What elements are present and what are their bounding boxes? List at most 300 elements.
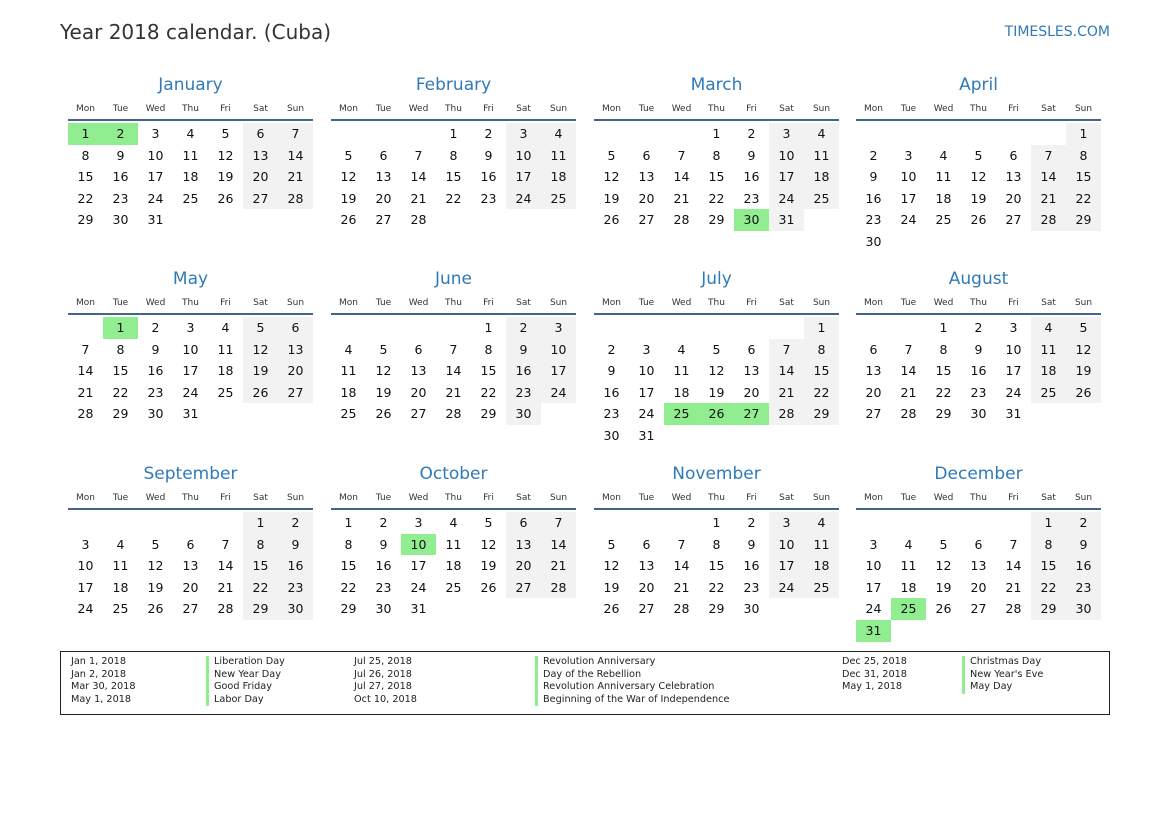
day-cell[interactable]: 22 <box>935 384 952 400</box>
day-cell[interactable]: 28 <box>673 212 690 228</box>
day-cell[interactable]: 20 <box>506 555 541 577</box>
day-cell[interactable]: 8 <box>243 534 278 556</box>
day-cell[interactable]: 21 <box>278 166 313 188</box>
day-cell[interactable]: 9 <box>151 341 160 357</box>
day-cell[interactable]: 18 <box>673 384 690 400</box>
day-cell[interactable]: 12 <box>708 363 725 379</box>
day-cell[interactable]: 13 <box>638 169 655 185</box>
day-cell[interactable]: 4 <box>221 320 230 335</box>
day-cell[interactable]: 8 <box>1031 534 1066 556</box>
day-cell[interactable]: 20 <box>638 190 655 206</box>
day-cell[interactable]: 14 <box>673 558 690 574</box>
day-cell[interactable]: 10 <box>182 341 199 357</box>
day-cell[interactable]: 18 <box>1031 360 1066 382</box>
day-cell[interactable]: 24 <box>900 212 917 228</box>
day-cell[interactable]: 6 <box>186 536 195 552</box>
day-cell[interactable]: 23 <box>375 579 392 595</box>
day-cell[interactable]: 20 <box>970 579 987 595</box>
day-cell[interactable]: 20 <box>1005 190 1022 206</box>
day-cell[interactable]: 2 <box>747 515 756 530</box>
day-cell[interactable]: 26 <box>217 190 234 206</box>
day-cell[interactable]: 25 <box>340 406 357 422</box>
day-cell[interactable]: 7 <box>1031 145 1066 167</box>
day-cell[interactable]: 18 <box>935 190 952 206</box>
day-cell[interactable]: 20 <box>865 384 882 400</box>
day-cell[interactable]: 26 <box>603 601 620 617</box>
day-cell[interactable]: 1 <box>939 320 948 335</box>
day-cell[interactable]: 26 <box>340 212 357 228</box>
day-cell[interactable]: 16 <box>375 558 392 574</box>
day-cell[interactable]: 14 <box>278 145 313 167</box>
day-cell[interactable]: 2 <box>484 126 493 141</box>
day-cell[interactable]: 21 <box>445 384 462 400</box>
day-cell[interactable]: 31 <box>769 209 804 231</box>
day-cell[interactable]: 3 <box>81 536 90 552</box>
day-cell[interactable]: 24 <box>506 188 541 210</box>
day-cell[interactable]: 24 <box>182 384 199 400</box>
day-cell[interactable]: 2 <box>506 317 541 339</box>
day-cell[interactable]: 16 <box>743 169 760 185</box>
day-cell[interactable]: 10 <box>769 145 804 167</box>
day-cell[interactable]: 20 <box>375 190 392 206</box>
day-cell[interactable]: 3 <box>186 320 195 335</box>
day-cell[interactable]: 17 <box>769 555 804 577</box>
day-cell[interactable]: 8 <box>712 147 721 163</box>
day-cell[interactable]: 27 <box>638 601 655 617</box>
day-cell[interactable]: 29 <box>935 406 952 422</box>
holiday-day-cell[interactable]: 2 <box>103 123 138 145</box>
day-cell[interactable]: 17 <box>1005 363 1022 379</box>
day-cell[interactable]: 9 <box>747 147 756 163</box>
day-cell[interactable]: 18 <box>445 558 462 574</box>
day-cell[interactable]: 24 <box>638 406 655 422</box>
day-cell[interactable]: 8 <box>712 536 721 552</box>
day-cell[interactable]: 5 <box>484 515 493 530</box>
day-cell[interactable]: 20 <box>278 360 313 382</box>
holiday-day-cell[interactable]: 31 <box>856 620 891 642</box>
day-cell[interactable]: 26 <box>1066 382 1101 404</box>
day-cell[interactable]: 19 <box>603 190 620 206</box>
day-cell[interactable]: 5 <box>939 536 948 552</box>
day-cell[interactable]: 11 <box>673 363 690 379</box>
day-cell[interactable]: 8 <box>449 147 458 163</box>
day-cell[interactable]: 6 <box>379 147 388 163</box>
day-cell[interactable]: 15 <box>708 558 725 574</box>
day-cell[interactable]: 12 <box>217 147 234 163</box>
day-cell[interactable]: 22 <box>77 190 94 206</box>
day-cell[interactable]: 25 <box>217 384 234 400</box>
day-cell[interactable]: 3 <box>506 123 541 145</box>
day-cell[interactable]: 28 <box>1031 209 1066 231</box>
day-cell[interactable]: 21 <box>541 555 576 577</box>
holiday-day-cell[interactable]: 30 <box>734 209 769 231</box>
day-cell[interactable]: 9 <box>607 363 616 379</box>
day-cell[interactable]: 4 <box>804 512 839 534</box>
day-cell[interactable]: 13 <box>1005 169 1022 185</box>
day-cell[interactable]: 18 <box>804 555 839 577</box>
day-cell[interactable]: 15 <box>935 363 952 379</box>
day-cell[interactable]: 7 <box>449 341 458 357</box>
day-cell[interactable]: 18 <box>182 169 199 185</box>
day-cell[interactable]: 10 <box>506 145 541 167</box>
holiday-day-cell[interactable]: 27 <box>734 403 769 425</box>
day-cell[interactable]: 19 <box>935 579 952 595</box>
day-cell[interactable]: 28 <box>769 403 804 425</box>
day-cell[interactable]: 11 <box>804 534 839 556</box>
day-cell[interactable]: 15 <box>804 360 839 382</box>
day-cell[interactable]: 4 <box>186 126 195 141</box>
day-cell[interactable]: 5 <box>974 147 983 163</box>
day-cell[interactable]: 24 <box>147 190 164 206</box>
day-cell[interactable]: 19 <box>603 579 620 595</box>
day-cell[interactable]: 30 <box>147 406 164 422</box>
day-cell[interactable]: 5 <box>607 147 616 163</box>
day-cell[interactable]: 1 <box>1031 512 1066 534</box>
day-cell[interactable]: 10 <box>77 558 94 574</box>
day-cell[interactable]: 8 <box>804 339 839 361</box>
day-cell[interactable]: 22 <box>708 190 725 206</box>
day-cell[interactable]: 20 <box>638 579 655 595</box>
day-cell[interactable]: 21 <box>217 579 234 595</box>
day-cell[interactable]: 26 <box>243 382 278 404</box>
day-cell[interactable]: 23 <box>506 382 541 404</box>
day-cell[interactable]: 10 <box>769 534 804 556</box>
day-cell[interactable]: 27 <box>410 406 427 422</box>
day-cell[interactable]: 1 <box>484 320 493 335</box>
day-cell[interactable]: 15 <box>243 555 278 577</box>
day-cell[interactable]: 8 <box>1066 145 1101 167</box>
day-cell[interactable]: 2 <box>974 320 983 335</box>
day-cell[interactable]: 20 <box>410 384 427 400</box>
day-cell[interactable]: 3 <box>642 341 651 357</box>
day-cell[interactable]: 22 <box>708 579 725 595</box>
day-cell[interactable]: 19 <box>243 360 278 382</box>
day-cell[interactable]: 19 <box>708 384 725 400</box>
day-cell[interactable]: 15 <box>1031 555 1066 577</box>
day-cell[interactable]: 1 <box>243 512 278 534</box>
day-cell[interactable]: 2 <box>747 126 756 141</box>
day-cell[interactable]: 8 <box>81 147 90 163</box>
day-cell[interactable]: 23 <box>480 190 497 206</box>
day-cell[interactable]: 3 <box>414 515 423 530</box>
day-cell[interactable]: 1 <box>804 317 839 339</box>
day-cell[interactable]: 29 <box>708 212 725 228</box>
day-cell[interactable]: 9 <box>379 536 388 552</box>
holiday-day-cell[interactable]: 26 <box>699 403 734 425</box>
day-cell[interactable]: 26 <box>147 601 164 617</box>
day-cell[interactable]: 5 <box>712 341 721 357</box>
day-cell[interactable]: 4 <box>1031 317 1066 339</box>
day-cell[interactable]: 21 <box>769 382 804 404</box>
day-cell[interactable]: 9 <box>484 147 493 163</box>
day-cell[interactable]: 8 <box>344 536 353 552</box>
day-cell[interactable]: 18 <box>900 579 917 595</box>
day-cell[interactable]: 4 <box>541 123 576 145</box>
day-cell[interactable]: 28 <box>217 601 234 617</box>
day-cell[interactable]: 20 <box>743 384 760 400</box>
day-cell[interactable]: 30 <box>970 406 987 422</box>
day-cell[interactable]: 13 <box>278 339 313 361</box>
day-cell[interactable]: 27 <box>278 382 313 404</box>
day-cell[interactable]: 9 <box>974 341 983 357</box>
day-cell[interactable]: 14 <box>541 534 576 556</box>
day-cell[interactable]: 12 <box>603 169 620 185</box>
day-cell[interactable]: 22 <box>445 190 462 206</box>
day-cell[interactable]: 9 <box>1066 534 1101 556</box>
day-cell[interactable]: 16 <box>112 169 129 185</box>
day-cell[interactable]: 22 <box>1031 577 1066 599</box>
day-cell[interactable]: 16 <box>147 363 164 379</box>
day-cell[interactable]: 19 <box>375 384 392 400</box>
day-cell[interactable]: 6 <box>506 512 541 534</box>
day-cell[interactable]: 25 <box>804 188 839 210</box>
day-cell[interactable]: 29 <box>1031 598 1066 620</box>
day-cell[interactable]: 23 <box>112 190 129 206</box>
day-cell[interactable]: 12 <box>970 169 987 185</box>
day-cell[interactable]: 11 <box>1031 339 1066 361</box>
day-cell[interactable]: 14 <box>673 169 690 185</box>
day-cell[interactable]: 28 <box>278 188 313 210</box>
day-cell[interactable]: 7 <box>677 147 686 163</box>
day-cell[interactable]: 24 <box>77 601 94 617</box>
day-cell[interactable]: 10 <box>865 558 882 574</box>
day-cell[interactable]: 31 <box>147 212 164 228</box>
day-cell[interactable]: 29 <box>708 601 725 617</box>
day-cell[interactable]: 17 <box>182 363 199 379</box>
day-cell[interactable]: 9 <box>278 534 313 556</box>
day-cell[interactable]: 31 <box>182 406 199 422</box>
day-cell[interactable]: 26 <box>970 212 987 228</box>
day-cell[interactable]: 7 <box>677 536 686 552</box>
day-cell[interactable]: 28 <box>77 406 94 422</box>
day-cell[interactable]: 18 <box>541 166 576 188</box>
day-cell[interactable]: 12 <box>1066 339 1101 361</box>
day-cell[interactable]: 3 <box>541 317 576 339</box>
day-cell[interactable]: 8 <box>484 341 493 357</box>
day-cell[interactable]: 5 <box>221 126 230 141</box>
day-cell[interactable]: 9 <box>869 169 878 185</box>
day-cell[interactable]: 7 <box>904 341 913 357</box>
day-cell[interactable]: 31 <box>1005 406 1022 422</box>
day-cell[interactable]: 7 <box>541 512 576 534</box>
day-cell[interactable]: 14 <box>769 360 804 382</box>
day-cell[interactable]: 7 <box>278 123 313 145</box>
day-cell[interactable]: 6 <box>414 341 423 357</box>
day-cell[interactable]: 29 <box>1066 209 1101 231</box>
day-cell[interactable]: 25 <box>541 188 576 210</box>
day-cell[interactable]: 12 <box>603 558 620 574</box>
day-cell[interactable]: 28 <box>1005 601 1022 617</box>
day-cell[interactable]: 14 <box>410 169 427 185</box>
day-cell[interactable]: 7 <box>81 341 90 357</box>
day-cell[interactable]: 5 <box>607 536 616 552</box>
day-cell[interactable]: 19 <box>480 558 497 574</box>
day-cell[interactable]: 11 <box>182 147 199 163</box>
day-cell[interactable]: 25 <box>935 212 952 228</box>
day-cell[interactable]: 5 <box>243 317 278 339</box>
day-cell[interactable]: 19 <box>970 190 987 206</box>
day-cell[interactable]: 15 <box>480 363 497 379</box>
day-cell[interactable]: 23 <box>743 190 760 206</box>
day-cell[interactable]: 25 <box>182 190 199 206</box>
day-cell[interactable]: 13 <box>638 558 655 574</box>
day-cell[interactable]: 14 <box>445 363 462 379</box>
day-cell[interactable]: 17 <box>147 169 164 185</box>
day-cell[interactable]: 16 <box>480 169 497 185</box>
day-cell[interactable]: 29 <box>112 406 129 422</box>
day-cell[interactable]: 30 <box>506 403 541 425</box>
day-cell[interactable]: 2 <box>278 512 313 534</box>
day-cell[interactable]: 30 <box>865 233 882 249</box>
day-cell[interactable]: 15 <box>708 169 725 185</box>
day-cell[interactable]: 21 <box>1031 188 1066 210</box>
day-cell[interactable]: 23 <box>865 212 882 228</box>
day-cell[interactable]: 28 <box>541 577 576 599</box>
day-cell[interactable]: 1 <box>712 515 721 530</box>
day-cell[interactable]: 14 <box>1031 166 1066 188</box>
day-cell[interactable]: 4 <box>116 536 125 552</box>
day-cell[interactable]: 24 <box>769 188 804 210</box>
day-cell[interactable]: 24 <box>541 382 576 404</box>
day-cell[interactable]: 11 <box>900 558 917 574</box>
day-cell[interactable]: 17 <box>506 166 541 188</box>
day-cell[interactable]: 4 <box>449 515 458 530</box>
day-cell[interactable]: 10 <box>541 339 576 361</box>
day-cell[interactable]: 17 <box>900 190 917 206</box>
day-cell[interactable]: 30 <box>1066 598 1101 620</box>
day-cell[interactable]: 5 <box>379 341 388 357</box>
day-cell[interactable]: 15 <box>77 169 94 185</box>
day-cell[interactable]: 6 <box>278 317 313 339</box>
day-cell[interactable]: 30 <box>375 601 392 617</box>
day-cell[interactable]: 10 <box>900 169 917 185</box>
day-cell[interactable]: 28 <box>445 406 462 422</box>
day-cell[interactable]: 6 <box>243 123 278 145</box>
day-cell[interactable]: 29 <box>340 601 357 617</box>
day-cell[interactable]: 16 <box>865 190 882 206</box>
day-cell[interactable]: 7 <box>414 147 423 163</box>
day-cell[interactable]: 21 <box>77 384 94 400</box>
holiday-day-cell[interactable]: 1 <box>103 317 138 339</box>
day-cell[interactable]: 2 <box>151 320 160 335</box>
day-cell[interactable]: 3 <box>1009 320 1018 335</box>
day-cell[interactable]: 21 <box>1005 579 1022 595</box>
day-cell[interactable]: 7 <box>1009 536 1018 552</box>
day-cell[interactable]: 2 <box>1066 512 1101 534</box>
day-cell[interactable]: 16 <box>743 558 760 574</box>
day-cell[interactable]: 15 <box>1066 166 1101 188</box>
day-cell[interactable]: 11 <box>541 145 576 167</box>
day-cell[interactable]: 3 <box>769 123 804 145</box>
day-cell[interactable]: 12 <box>935 558 952 574</box>
day-cell[interactable]: 13 <box>243 145 278 167</box>
day-cell[interactable]: 12 <box>243 339 278 361</box>
day-cell[interactable]: 22 <box>340 579 357 595</box>
day-cell[interactable]: 9 <box>506 339 541 361</box>
day-cell[interactable]: 11 <box>935 169 952 185</box>
day-cell[interactable]: 27 <box>970 601 987 617</box>
day-cell[interactable]: 22 <box>480 384 497 400</box>
day-cell[interactable]: 25 <box>1031 382 1066 404</box>
day-cell[interactable]: 16 <box>970 363 987 379</box>
day-cell[interactable]: 19 <box>147 579 164 595</box>
day-cell[interactable]: 28 <box>673 601 690 617</box>
day-cell[interactable]: 11 <box>340 363 357 379</box>
day-cell[interactable]: 14 <box>900 363 917 379</box>
day-cell[interactable]: 21 <box>673 579 690 595</box>
day-cell[interactable]: 29 <box>804 403 839 425</box>
day-cell[interactable]: 10 <box>147 147 164 163</box>
day-cell[interactable]: 13 <box>410 363 427 379</box>
day-cell[interactable]: 21 <box>900 384 917 400</box>
day-cell[interactable]: 2 <box>607 341 616 357</box>
day-cell[interactable]: 14 <box>1005 558 1022 574</box>
day-cell[interactable]: 4 <box>904 536 913 552</box>
day-cell[interactable]: 2 <box>869 147 878 163</box>
day-cell[interactable]: 6 <box>869 341 878 357</box>
day-cell[interactable]: 22 <box>243 577 278 599</box>
day-cell[interactable]: 27 <box>506 577 541 599</box>
day-cell[interactable]: 3 <box>769 512 804 534</box>
day-cell[interactable]: 10 <box>638 363 655 379</box>
holiday-day-cell[interactable]: 10 <box>401 534 436 556</box>
day-cell[interactable]: 6 <box>747 341 756 357</box>
day-cell[interactable]: 17 <box>769 166 804 188</box>
day-cell[interactable]: 29 <box>243 598 278 620</box>
day-cell[interactable]: 5 <box>1066 317 1101 339</box>
day-cell[interactable]: 16 <box>506 360 541 382</box>
day-cell[interactable]: 29 <box>480 406 497 422</box>
day-cell[interactable]: 26 <box>935 601 952 617</box>
day-cell[interactable]: 23 <box>970 384 987 400</box>
day-cell[interactable]: 22 <box>1066 188 1101 210</box>
day-cell[interactable]: 28 <box>410 212 427 228</box>
holiday-day-cell[interactable]: 1 <box>68 123 103 145</box>
day-cell[interactable]: 20 <box>243 166 278 188</box>
day-cell[interactable]: 12 <box>340 169 357 185</box>
day-cell[interactable]: 13 <box>865 363 882 379</box>
day-cell[interactable]: 4 <box>939 147 948 163</box>
day-cell[interactable]: 10 <box>1005 341 1022 357</box>
day-cell[interactable]: 4 <box>677 341 686 357</box>
holiday-day-cell[interactable]: 25 <box>891 598 926 620</box>
day-cell[interactable]: 1 <box>712 126 721 141</box>
day-cell[interactable]: 6 <box>642 536 651 552</box>
day-cell[interactable]: 15 <box>340 558 357 574</box>
day-cell[interactable]: 27 <box>375 212 392 228</box>
day-cell[interactable]: 13 <box>970 558 987 574</box>
day-cell[interactable]: 11 <box>445 536 462 552</box>
day-cell[interactable]: 29 <box>77 212 94 228</box>
day-cell[interactable]: 12 <box>375 363 392 379</box>
day-cell[interactable]: 3 <box>904 147 913 163</box>
day-cell[interactable]: 27 <box>243 188 278 210</box>
day-cell[interactable]: 13 <box>375 169 392 185</box>
day-cell[interactable]: 26 <box>603 212 620 228</box>
day-cell[interactable]: 11 <box>804 145 839 167</box>
day-cell[interactable]: 12 <box>147 558 164 574</box>
day-cell[interactable]: 18 <box>804 166 839 188</box>
day-cell[interactable]: 22 <box>804 382 839 404</box>
day-cell[interactable]: 6 <box>642 147 651 163</box>
day-cell[interactable]: 17 <box>410 558 427 574</box>
day-cell[interactable]: 19 <box>1066 360 1101 382</box>
day-cell[interactable]: 30 <box>743 601 760 617</box>
day-cell[interactable]: 23 <box>743 579 760 595</box>
day-cell[interactable]: 13 <box>182 558 199 574</box>
day-cell[interactable]: 7 <box>221 536 230 552</box>
day-cell[interactable]: 3 <box>869 536 878 552</box>
